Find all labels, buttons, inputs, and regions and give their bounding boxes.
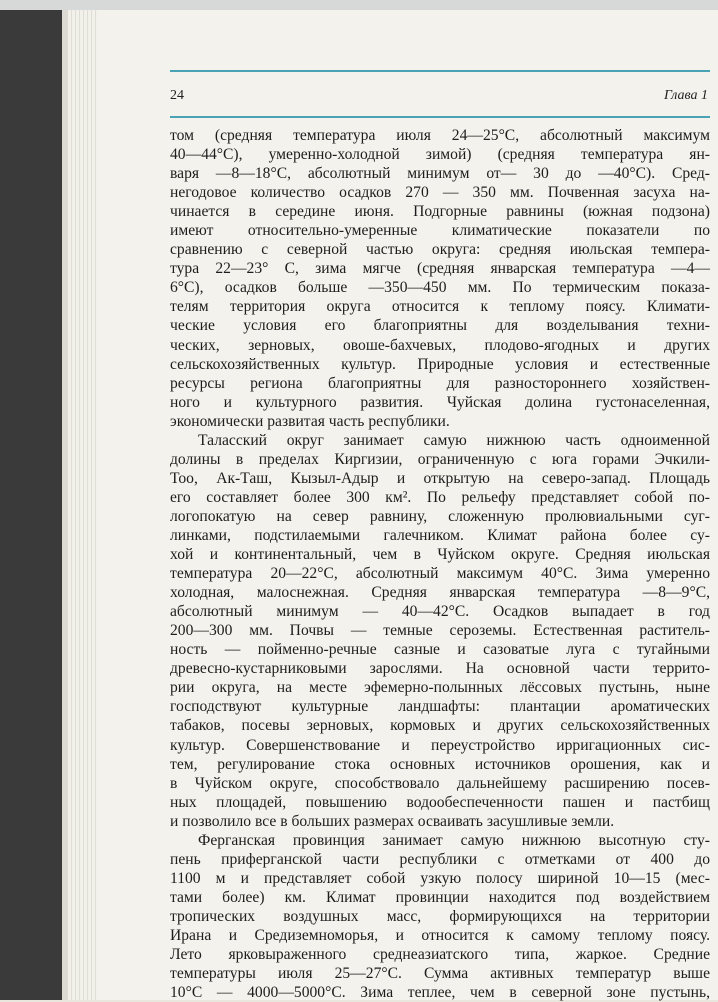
text-line: логопокатую на север равнину, сложенную пролювиальными суг- (170, 507, 710, 525)
paragraph (170, 831, 710, 1002)
text-line: тами более) км. Климат провинции находится под воздействием (170, 888, 710, 906)
text-line: древесно-кустарниковыми зарослями. На основной части террито- (170, 660, 710, 678)
text-line: экономически развитая часть республики. (170, 412, 450, 430)
book-page (98, 10, 718, 1000)
text-line: имеют относительно-умеренные климатические показатели по (170, 222, 710, 240)
text-line: сравнению с северной частью округа: средняя июльская темпера- (170, 241, 710, 259)
scan-background (0, 0, 62, 1000)
text-line: Тоо, Ак-Таш, Кызыл-Адыр и открытую на северо-запад. Площадь (170, 469, 710, 487)
text-line: телям территория округа относится к теплому поясу. Климати- (170, 298, 710, 316)
text-line: его составляет более 300 км². По рельефу представляет собой по- (170, 488, 710, 506)
page-stack-edges (68, 10, 98, 1000)
text-line: абсолютный минимум — 40—42°С. Осадков выпадает в год (170, 603, 710, 621)
text-line: ческих, зерновых, овоше-бахчевых, плодово-ягодных и других (170, 336, 710, 354)
text-line: холодная, малоснежная. Средняя январская температура —8—9°С, (170, 584, 710, 602)
text-line: том (средняя температура июля 24—25°С, абсолютный максимум (170, 127, 710, 144)
text-line: 40—44°С), умеренно-холодной зимой) (средняя температура ян- (170, 146, 710, 164)
text-line: температура 20—22°С, абсолютный максимум 40°С. Зима умеренно (170, 565, 710, 583)
header-rule-bottom (170, 116, 710, 118)
text-line: чинается в середине июня. Подгорные равнины (южная подзона) (170, 203, 710, 221)
scan-top-margin (0, 0, 718, 10)
text-line: ресурсы региона благоприятны для разностороннего хозяйствен- (170, 374, 710, 392)
text-line: 6°С), осадков больше —350—450 мм. По термическим показа- (170, 279, 710, 297)
text-line: 1100 м и представляет собой узкую полосу шириной 10—15 (мес- (170, 869, 710, 887)
text-line: Таласский округ занимает самую нижнюю часть одноименной (198, 431, 710, 449)
header-rule-top (170, 70, 710, 72)
text-line: хой и континентальный, чем в Чуйском округе. Средняя июльская (170, 546, 710, 564)
text-line: Ирана и Средиземноморья, и относится к самому теплому поясу. (170, 926, 710, 944)
text-line: Ферганская провинция занимает самую нижнюю высотную сту- (198, 831, 710, 849)
text-line: долины в пределах Киргизии, ограниченную с юга горами Эчкили- (170, 450, 710, 468)
text-line: господствуют культурные ландшафты: плантации ароматических (170, 698, 710, 716)
chapter-title: Глава 1 (664, 88, 708, 103)
text-line: и позволило все в больших размерах осваивать засушливые земли. (170, 812, 615, 830)
text-line: ность — пойменно-речные сазные и сазоватые луга с тугайными (170, 641, 710, 659)
text-line: негодовое количество осадков 270 — 350 мм. Почвенная засуха на- (170, 184, 710, 202)
text-line: пень приферганской части республики с отметками от 400 до (170, 850, 710, 868)
text-line: тура 22—23° С, зима мягче (средняя январская температура —4— (170, 260, 710, 278)
paragraph (170, 126, 710, 431)
text-line: линками, подстилаемыми галечником. Климат района более су- (170, 526, 710, 544)
text-line: тем, регулирование стока основных источников орошения, как и (170, 755, 710, 773)
body-text (170, 126, 710, 1002)
paragraph (170, 431, 710, 831)
page-number: 24 (170, 88, 184, 103)
text-line: в Чуйском округе, способствовало дальнейшему расширению посев- (170, 774, 710, 792)
text-line: 10°С — 4000—5000°С. Зима теплее, чем в северной зоне пустынь, (170, 984, 710, 1002)
text-line: варя —8—18°С, абсолютный минимум от— 30 до —40°С). Сред- (170, 165, 710, 183)
text-line: Лето ярковыраженного среднеазиатского типа, жаркое. Средние (170, 946, 710, 964)
text-line: рии округа, на месте эфемерно-полынных лёссовых пустынь, ныне (170, 679, 710, 697)
text-line: табаков, посевы зерновых, кормовых и других сельскохозяйственных (170, 717, 710, 735)
text-line: температуры июля 25—27°С. Сумма активных температур выше (170, 965, 710, 983)
text-line: 200—300 мм. Почвы — темные сероземы. Естественная раститель- (170, 622, 710, 640)
text-line: культур. Совершенствование и переустройство ирригационных сис- (170, 736, 710, 754)
text-line: ных площадей, повышению водообеспеченности пашен и пастбищ (170, 793, 710, 811)
text-line: ного и культурного развития. Чуйская долина густонаселенная, (170, 393, 710, 411)
text-line: ческие условия его благоприятны для возделывания техни- (170, 317, 710, 335)
text-line: сельскохозяйственных культур. Природные условия и естественные (170, 355, 710, 373)
text-line: тропических воздушных масс, формирующихся на территории (170, 907, 710, 925)
